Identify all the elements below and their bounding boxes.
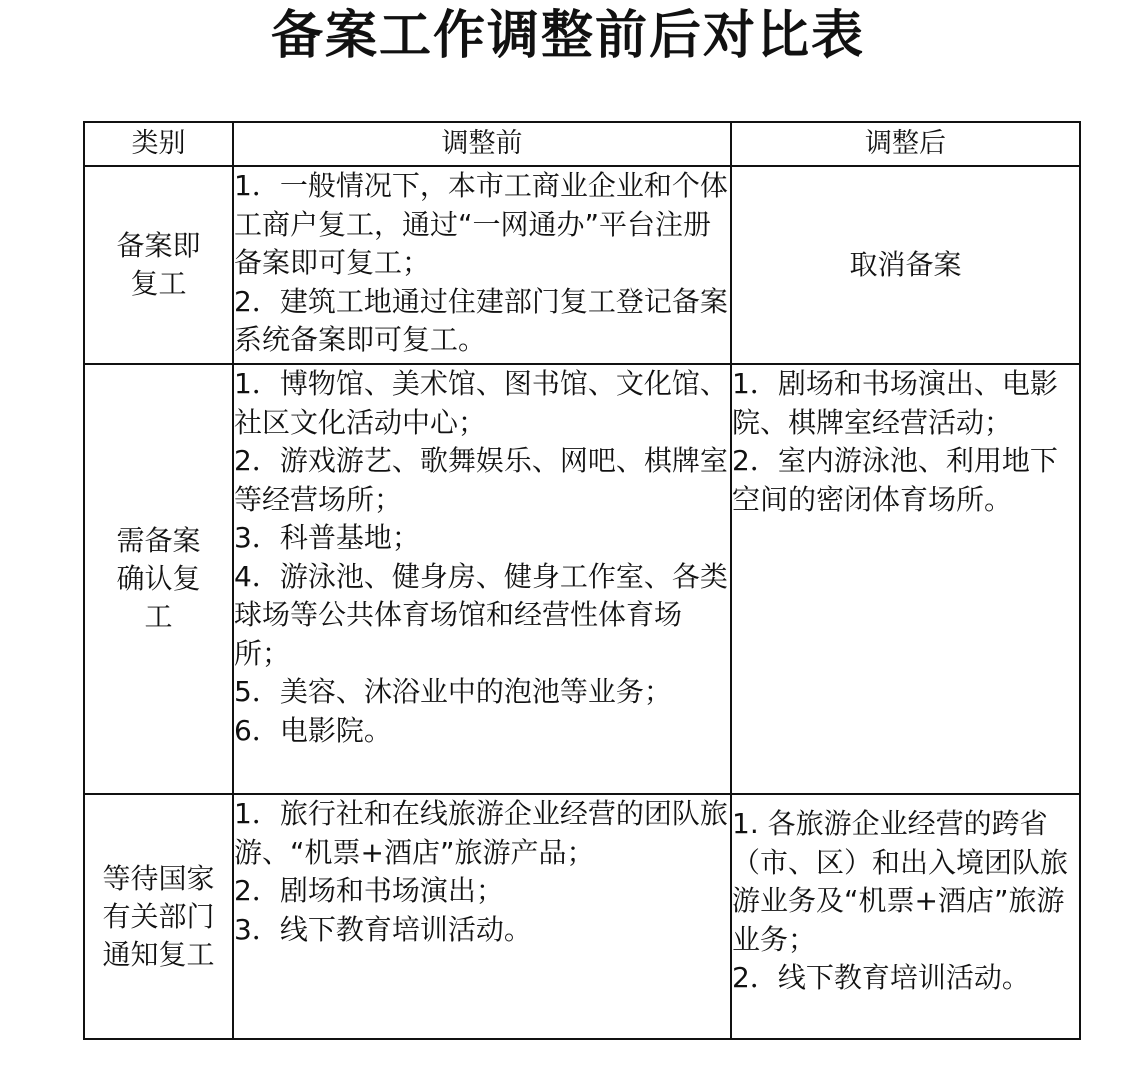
before-item: 6．电影院。 [234, 713, 392, 747]
before-item: 2．剧场和书场演出； [234, 874, 504, 907]
before-item: 5．美容、沐浴业中的泡池等业务； [234, 675, 672, 708]
header-after: 调整后 [731, 122, 1080, 166]
document-title: 备案工作调整前后对比表 [270, 6, 865, 66]
before-item: 1．博物馆、美术馆、图书馆、文化馆、社区文化活动中心； [234, 367, 728, 439]
before-item: 3．线下教育培训活动。 [234, 912, 532, 946]
table-header-row [84, 122, 1080, 166]
table-row [84, 794, 1080, 1039]
after-item: 1．剧场和书场演出、电影院、棋牌室经营活动； [732, 367, 1058, 439]
before-item: 4．游泳池、健身房、健身工作室、各类球场等公共体育场馆和经营性体育场所； [234, 559, 728, 670]
table-row [84, 166, 1080, 364]
category-label: 需备案确认复工 [116, 524, 201, 633]
after-cell [731, 794, 1080, 1039]
category-cell [84, 166, 233, 364]
header-category: 类别 [84, 122, 233, 166]
after-item: 1. 各旅游企业经营的跨省（市、区）和出入境团队旅游业务及“机票+酒店”旅游业务； [732, 807, 1069, 956]
before-item: 1．旅行社和在线旅游企业经营的团队旅游、“机票+酒店”旅游产品； [234, 797, 728, 869]
after-cell [731, 166, 1080, 364]
after-item: 取消备案 [849, 248, 962, 281]
before-cell [233, 166, 731, 364]
before-cell [233, 794, 731, 1039]
header-before: 调整前 [233, 122, 731, 166]
before-item: 2．建筑工地通过住建部门复工登记备案系统备案即可复工。 [234, 284, 728, 356]
before-item: 1．一般情况下，本市工商业企业和个体工商户复工，通过“一网通办”平台注册备案即可复工； [234, 169, 728, 279]
category-cell [84, 364, 233, 794]
category-label: 等待国家有关部门通知复工 [102, 861, 215, 971]
after-item: 2．线下教育培训活动。 [732, 961, 1030, 994]
category-label: 备案即复工 [116, 229, 201, 300]
before-cell [233, 364, 731, 794]
before-item: 3．科普基地； [234, 521, 420, 554]
category-cell [84, 794, 233, 1039]
before-item: 2．游戏游艺、歌舞娱乐、网吧、棋牌室等经营场所； [234, 444, 728, 516]
after-cell [731, 364, 1080, 794]
after-item: 2．室内游泳池、利用地下空间的密闭体育场所。 [732, 444, 1058, 516]
comparison-table [83, 121, 1081, 1040]
table-row [84, 364, 1080, 794]
